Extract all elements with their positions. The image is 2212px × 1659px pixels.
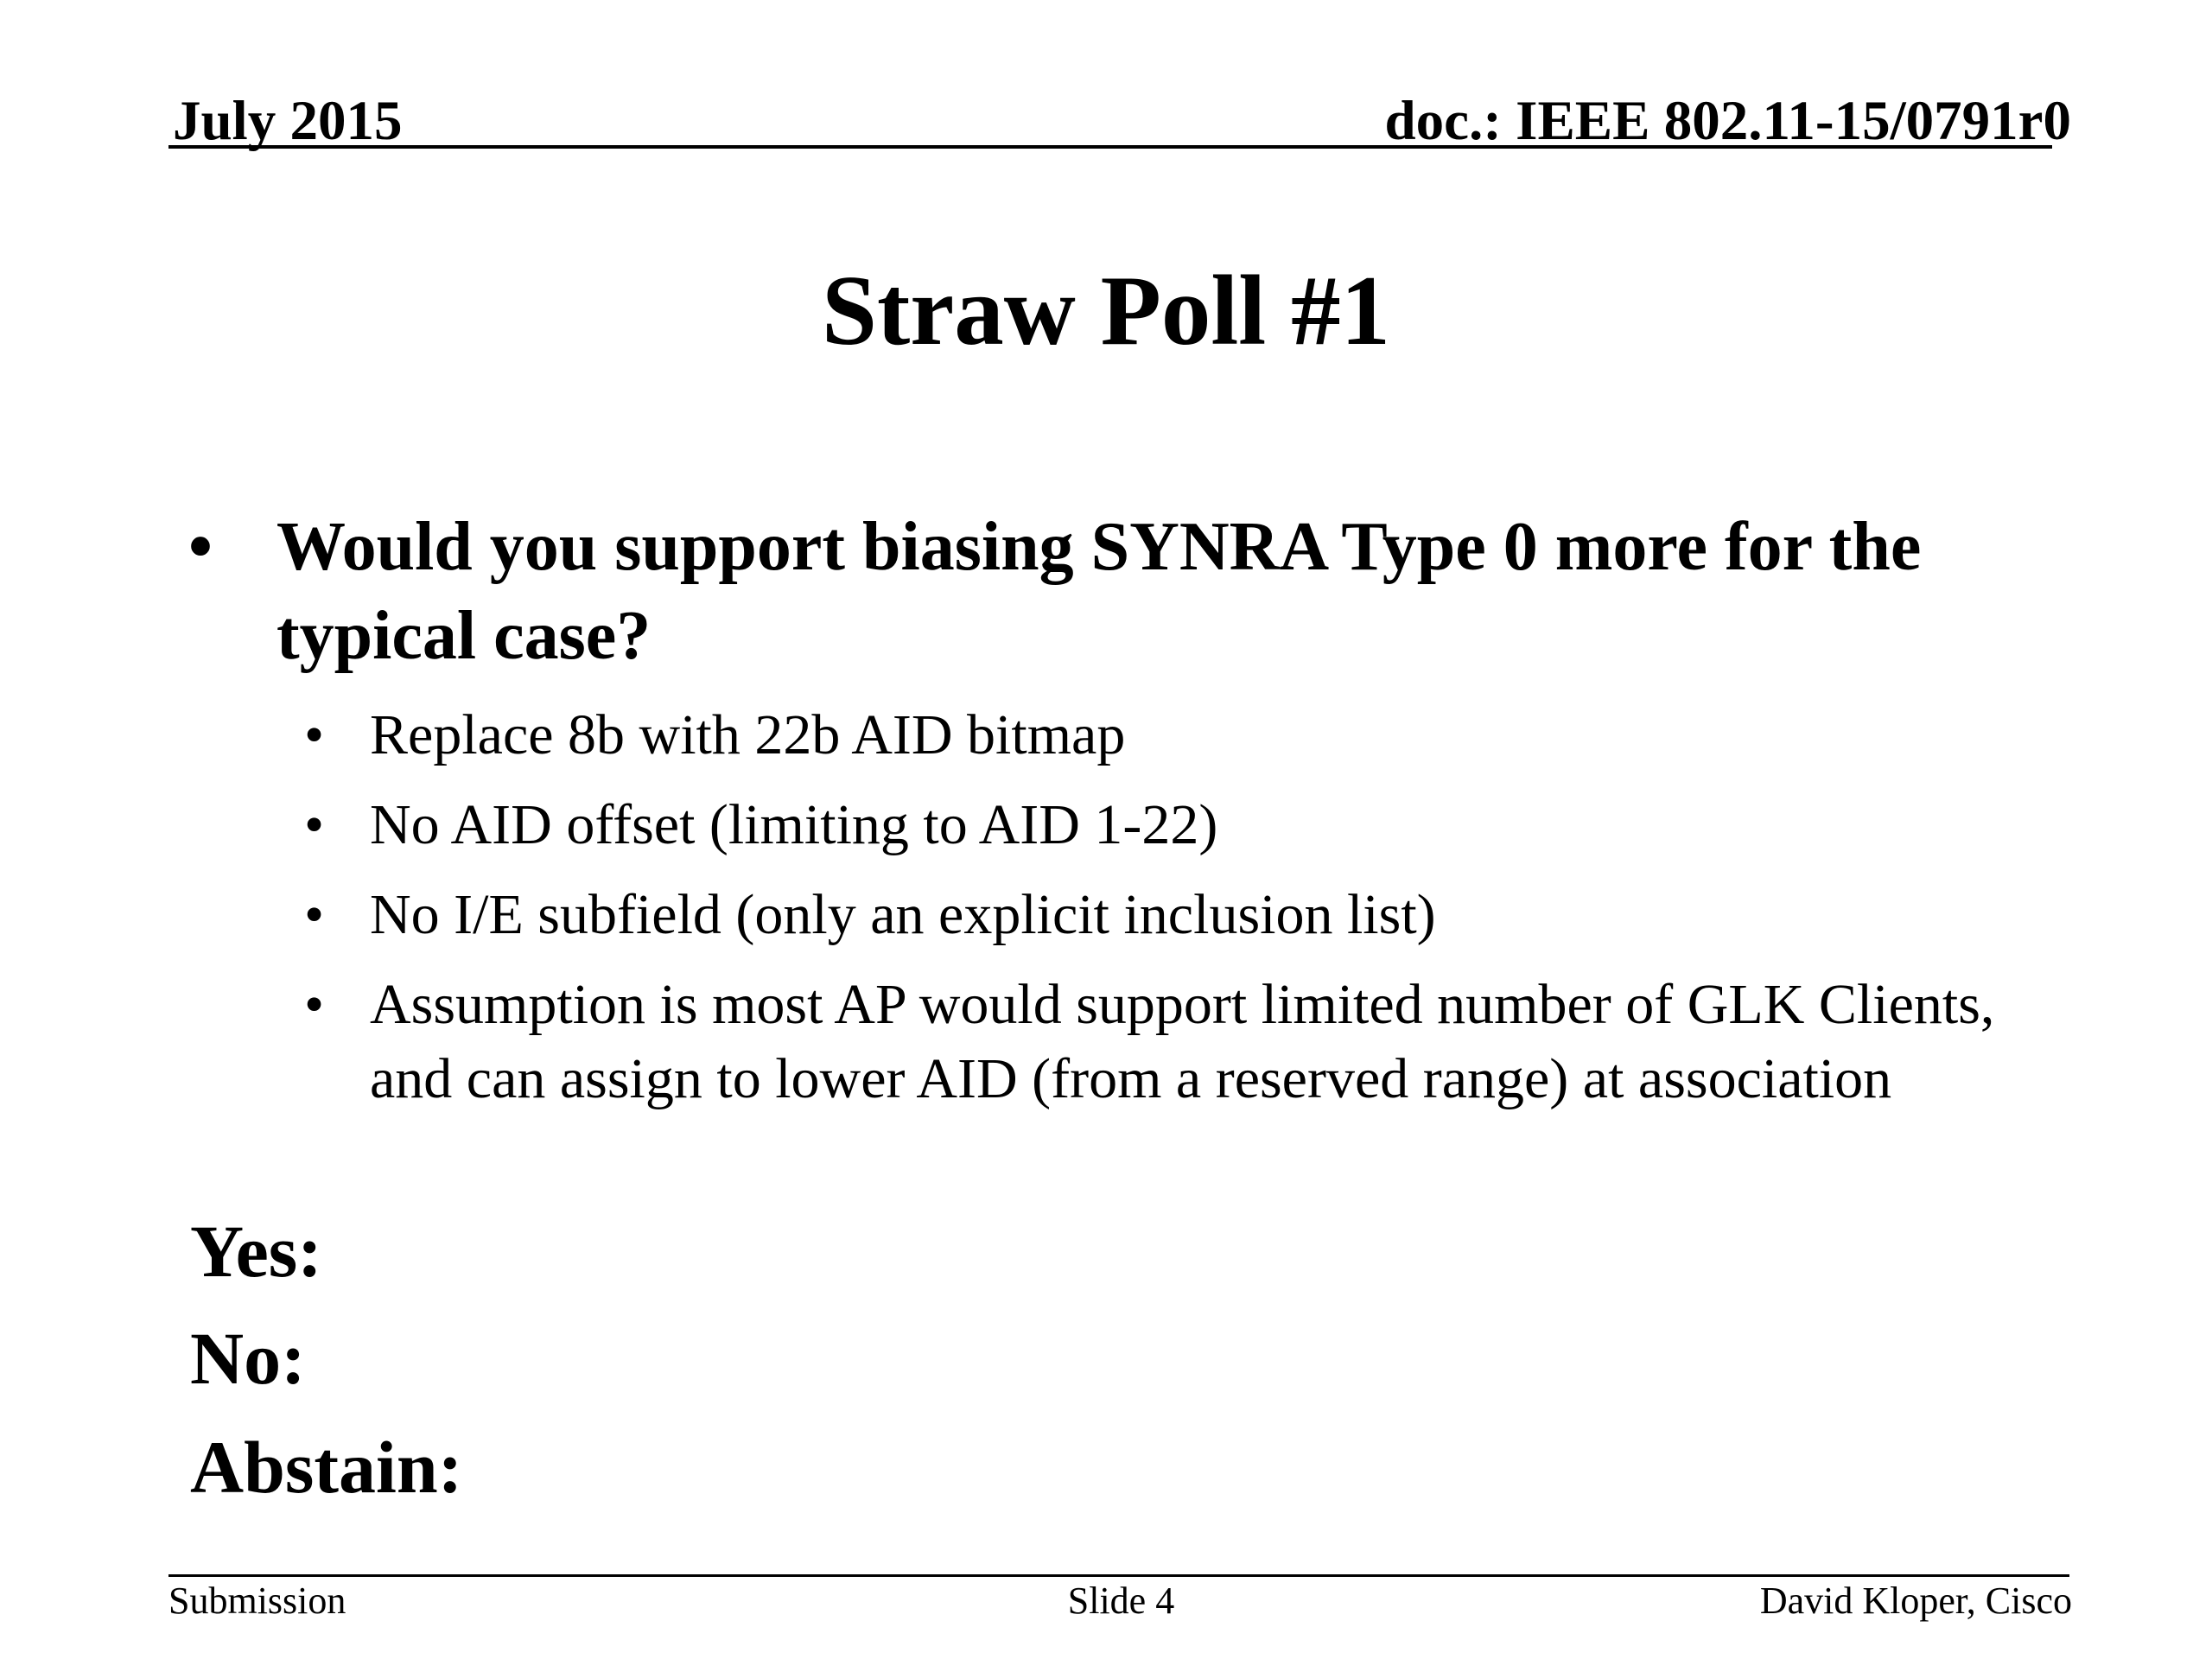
header-doc-id: doc.: IEEE 802.11-15/0791r0 [1384,90,2071,152]
footer-divider [168,1574,2069,1577]
sub-bullet-symbol: • [304,703,325,766]
footer-submission: Submission [168,1580,346,1622]
vote-abstain-label: Abstain: [190,1426,463,1509]
header-divider [168,145,2052,149]
sub-bullet-item: Assumption is most AP would support limited number of GLK Clients, and can assign to lower AID (from a reserved range) at association [370,973,1995,1110]
slide-title: Straw Poll #1 [822,256,1390,365]
vote-yes-label: Yes: [190,1210,322,1293]
footer-slide-number: Slide 4 [1067,1580,1175,1622]
footer-author: David Kloper, Cisco [1759,1580,2072,1622]
sub-bullet-symbol: • [304,793,325,856]
sub-bullet-symbol: • [304,973,325,1036]
question-text: Would you support biasing SYNRA Type 0 more for the typical case? [276,509,1922,674]
sub-bullet-item: No I/E subfield (only an explicit inclusion list) [370,883,1436,946]
vote-no-label: No: [190,1317,306,1400]
question-bullet: • [188,509,213,585]
header-date: July 2015 [173,90,403,152]
sub-bullet-item: Replace 8b with 22b AID bitmap [370,703,1126,766]
sub-bullet-item: No AID offset (limiting to AID 1-22) [370,793,1218,856]
sub-bullet-symbol: • [304,883,325,946]
